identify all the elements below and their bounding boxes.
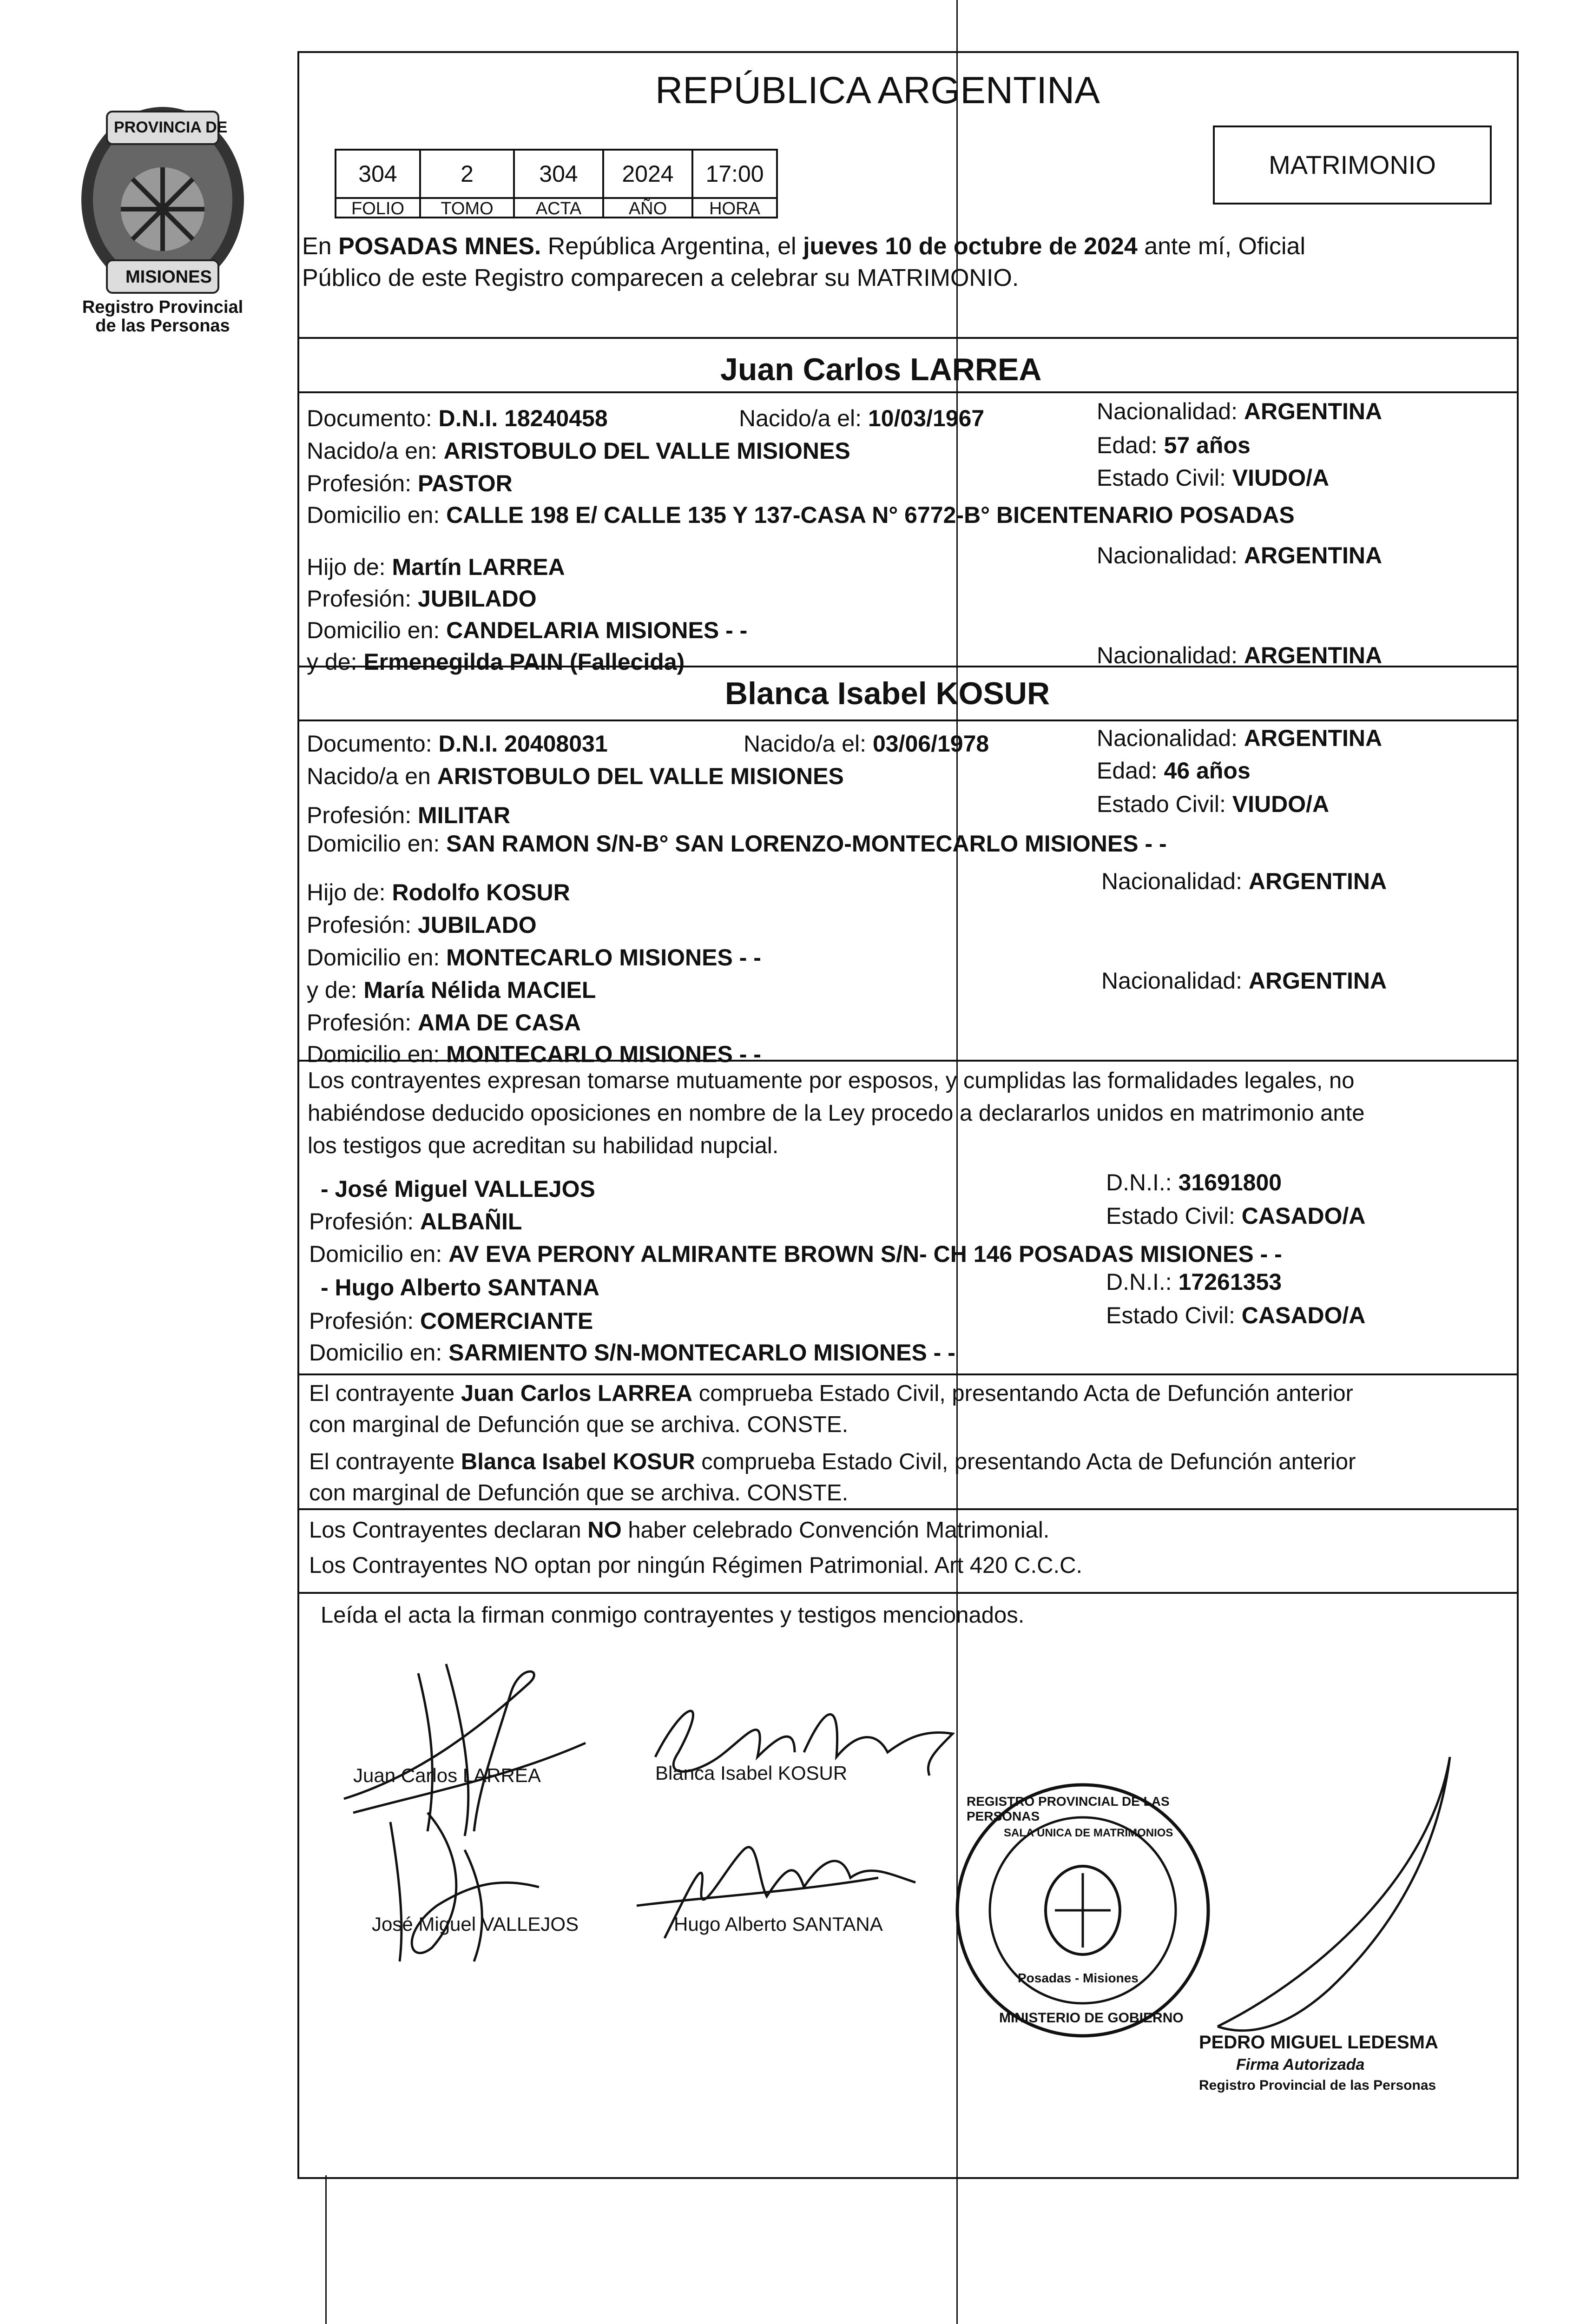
stamp-bottom-text: MINISTERIO DE GOBIERNO (999, 2010, 1184, 2026)
regime-line2: Los Contrayentes NO optan por ningún Régimen Patrimonial. Art 420 C.C.C. (309, 1553, 1083, 1578)
groom-father-address: Domicilio en: CANDELARIA MISIONES - - (307, 617, 748, 643)
left-fold-line (325, 2175, 327, 2324)
bride-signature-name: Blanca Isabel KOSUR (655, 1762, 848, 1784)
bride-civil-status: Estado Civil: VIUDO/A (1097, 791, 1330, 817)
groom-signature-name: Juan Carlos LARREA (353, 1764, 541, 1786)
groom-age: Edad: 57 años (1097, 432, 1251, 458)
folio-cell (335, 149, 421, 218)
intro-text-c: ante mí, Oficial (1137, 233, 1305, 260)
hora-label: HORA (693, 197, 776, 218)
bride-document: Documento: D.N.I. 20408031 (307, 731, 608, 757)
logo-caption-line2: de las Personas (95, 316, 230, 336)
divider-groom-name (297, 391, 1517, 393)
tomo-value: 2 (461, 161, 474, 187)
divider-regime (297, 1508, 1517, 1510)
official-title: Firma Autorizada (1236, 2056, 1365, 2073)
official-org: Registro Provincial de las Personas (1199, 2078, 1436, 2093)
folio-label: FOLIO (336, 197, 419, 218)
act-type-label: MATRIMONIO (1269, 150, 1436, 179)
bride-birthplace: Nacido/a en ARISTOBULO DEL VALLE MISIONES (307, 763, 844, 789)
groom-birthplace: Nacido/a en: ARISTOBULO DEL VALLE MISIONES (307, 438, 850, 464)
intro-place: POSADAS MNES. (338, 233, 541, 260)
witness1-profession: Profesión: ALBAÑIL (309, 1208, 522, 1235)
witness2-name: - Hugo Alberto SANTANA (321, 1274, 599, 1301)
seal-top-text: PROVINCIA DE (114, 119, 228, 136)
groom-name: Juan Carlos LARREA (720, 352, 1042, 387)
note2-line1: El contrayente Blanca Isabel KOSUR comprueba Estado Civil, presentando Acta de Defunción anterior (309, 1449, 1356, 1474)
bride-profession: Profesión: MILITAR (307, 802, 511, 828)
note1-line2: con marginal de Defunción que se archiva. CONSTE. (309, 1412, 849, 1437)
acta-label: ACTA (515, 197, 602, 218)
witness1-name: - José Miguel VALLEJOS (321, 1176, 595, 1202)
declaration-line2: habiéndose deducido oposiciones en nombre de la Ley procedo a declararlos unidos en matrimonio ante (308, 1101, 1365, 1126)
intro-line2: Público de este Registro comparecen a celebrar su MATRIMONIO. (302, 264, 1019, 291)
groom-profession: Profesión: PASTOR (307, 470, 513, 496)
note2-line2: con marginal de Defunción que se archiva. CONSTE. (309, 1480, 849, 1505)
groom-nationality: Nacionalidad: ARGENTINA (1097, 398, 1382, 424)
hora-value: 17:00 (705, 161, 764, 187)
bride-address: Domicilio en: SAN RAMON S/N-B° SAN LORENZO-MONTECARLO MISIONES - - (307, 831, 1167, 857)
witness2-civil-status: Estado Civil: CASADO/A (1106, 1302, 1366, 1328)
intro-date: jueves 10 de octubre de 2024 (803, 233, 1138, 260)
witness1-signature-name: José Miguel VALLEJOS (372, 1913, 579, 1935)
groom-mother: y de: Ermenegilda PAIN (Fallecida) (307, 649, 685, 675)
document-title: REPÚBLICA ARGENTINA (655, 69, 1100, 112)
divider-bride-name (297, 720, 1517, 721)
witness2-profession: Profesión: COMERCIANTE (309, 1308, 593, 1334)
hora-cell (691, 149, 778, 218)
witness2-address: Domicilio en: SARMIENTO S/N-MONTECARLO MISIONES - - (309, 1340, 955, 1366)
witness1-dni: D.N.I.: 31691800 (1106, 1169, 1282, 1195)
bride-father: Hijo de: Rodolfo KOSUR (307, 879, 570, 905)
closing-text: Leída el acta la firman conmigo contrayentes y testigos mencionados. (321, 1603, 1025, 1628)
act-type-box (1213, 125, 1492, 205)
declaration-line3: los testigos que acreditan su habilidad nupcial. (308, 1133, 779, 1158)
stamp-inner-text: SALA ÚNICA DE MATRIMONIOS (1004, 1827, 1173, 1839)
witness2-signature-name: Hugo Alberto SANTANA (674, 1913, 883, 1935)
regime-line1: Los Contrayentes declaran NO haber celebrado Convención Matrimonial. (309, 1518, 1050, 1543)
bride-mother: y de: María Nélida MACIEL (307, 977, 596, 1003)
folio-value: 304 (358, 161, 397, 187)
bride-mother-nationality: Nacionalidad: ARGENTINA (1101, 968, 1387, 994)
witness1-signature-icon (353, 1794, 641, 1971)
bride-father-profession: Profesión: JUBILADO (307, 912, 537, 938)
acta-value: 304 (539, 161, 578, 187)
registry-logo (70, 93, 256, 335)
seal-bottom-text: MISIONES (125, 267, 212, 287)
bride-father-nationality: Nacionalidad: ARGENTINA (1101, 868, 1387, 894)
bride-mother-address: Domicilio en: MONTECARLO MISIONES - - (307, 1041, 761, 1067)
official-name: PEDRO MIGUEL LEDESMA (1199, 2032, 1438, 2053)
bride-nationality: Nacionalidad: ARGENTINA (1097, 725, 1382, 751)
anio-label: AÑO (604, 197, 691, 218)
divider-notes (297, 1373, 1517, 1375)
witness1-civil-status: Estado Civil: CASADO/A (1106, 1203, 1366, 1229)
groom-father-nationality: Nacionalidad: ARGENTINA (1097, 542, 1382, 568)
official-stamp (948, 1776, 1218, 2045)
groom-father: Hijo de: Martín LARREA (307, 554, 565, 580)
note1-line1: El contrayente Juan Carlos LARREA comprueba Estado Civil, presentando Acta de Defunción anterior (309, 1381, 1353, 1406)
stamp-outer-text: REGISTRO PROVINCIAL DE LAS PERSONAS (967, 1794, 1170, 1823)
anio-value: 2024 (622, 161, 674, 187)
witness2-signature-icon (618, 1822, 981, 1961)
witness1-address: Domicilio en: AV EVA PERONY ALMIRANTE BROWN S/N- CH 146 POSADAS MISIONES - - (309, 1241, 1282, 1267)
logo-caption-line1: Registro Provincial (82, 297, 244, 317)
declaration-line1: Los contrayentes expresan tomarse mutuamente por esposos, y cumplidas las formalidades legales, no (308, 1068, 1355, 1093)
bride-mother-profession: Profesión: AMA DE CASA (307, 1010, 581, 1036)
official-signature-icon (1190, 1729, 1478, 2045)
groom-address: Domicilio en: CALLE 198 E/ CALLE 135 Y 137-CASA N° 6772-B° BICENTENARIO POSADAS (307, 502, 1295, 528)
witness2-dni: D.N.I.: 17261353 (1106, 1269, 1282, 1295)
bride-age: Edad: 46 años (1097, 758, 1251, 784)
intro-text-a: En (302, 233, 339, 260)
divider-groom-top (297, 337, 1517, 339)
acta-cell (513, 149, 604, 218)
divider-closing (297, 1592, 1517, 1594)
stamp-city-text: Posadas - Misiones (1018, 1971, 1139, 1985)
groom-document: Documento: D.N.I. 18240458 (307, 405, 608, 431)
groom-civil-status: Estado Civil: VIUDO/A (1097, 465, 1330, 491)
groom-birthdate: Nacido/a el: 10/03/1967 (739, 405, 985, 431)
bride-birthdate: Nacido/a el: 03/06/1978 (744, 731, 989, 757)
anio-cell (602, 149, 693, 218)
intro-text-b: República Argentina, el (541, 233, 803, 260)
tomo-label: TOMO (421, 197, 513, 218)
groom-mother-nationality: Nacionalidad: ARGENTINA (1097, 642, 1382, 668)
intro-line1 (302, 232, 1305, 260)
tomo-cell (419, 149, 515, 218)
groom-father-profession: Profesión: JUBILADO (307, 586, 537, 612)
bride-name: Blanca Isabel KOSUR (725, 676, 1050, 711)
bride-father-address: Domicilio en: MONTECARLO MISIONES - - (307, 944, 761, 971)
